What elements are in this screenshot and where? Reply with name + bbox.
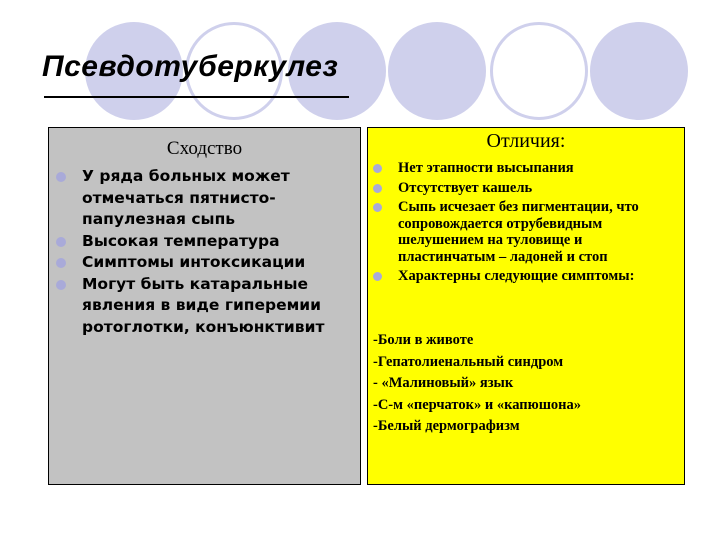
symptoms-lines [373,330,683,438]
decor-circle-6 [590,22,688,120]
bullet-icon [373,164,382,173]
bullet-icon [56,280,66,290]
bullet-icon [373,203,382,212]
symptom-line: -Белый дермографизм [373,418,520,434]
list-item: У ряда больных может отмечаться пятнисто-папулезная сыпь [52,166,362,231]
similarities-list [52,166,362,338]
bullet-icon [373,272,382,281]
list-item: Сыпь исчезает без пигментации, что сопровождается отрубевидным шелушением на туловище и пластинчатым – ладоней и стоп [370,199,680,265]
differences-heading: Отличия: [486,130,566,152]
symptom-line: -С-м «перчаток» и «капюшона» [373,396,582,413]
list-item: Нет этапности высыпания [370,160,680,177]
list-item: Могут быть катаральные явления в виде гиперемии ротоглотки, конъюнктивит [52,274,362,339]
differences-list [370,160,680,288]
symptom-line: -Гепатолиенальный синдром [373,353,564,370]
symptom-line: -Боли в животе [373,332,474,348]
bullet-icon [56,172,66,182]
list-item: Отсутствует кашель [370,180,680,197]
list-item: Симптомы интоксикации [52,252,362,274]
decor-circle-5 [490,22,588,120]
bullet-icon [56,237,66,247]
title-underline [44,96,349,98]
decor-circle-4 [388,22,486,120]
list-item: Высокая температура [52,231,362,253]
bullet-icon [56,258,66,268]
symptom-line: - «Малиновый» язык [373,375,514,391]
list-item: Характерны следующие симптомы: [370,268,680,285]
similarities-heading: Сходство [166,138,243,159]
bullet-icon [373,184,382,193]
slide-title: Псевдотуберкулез [42,50,339,83]
